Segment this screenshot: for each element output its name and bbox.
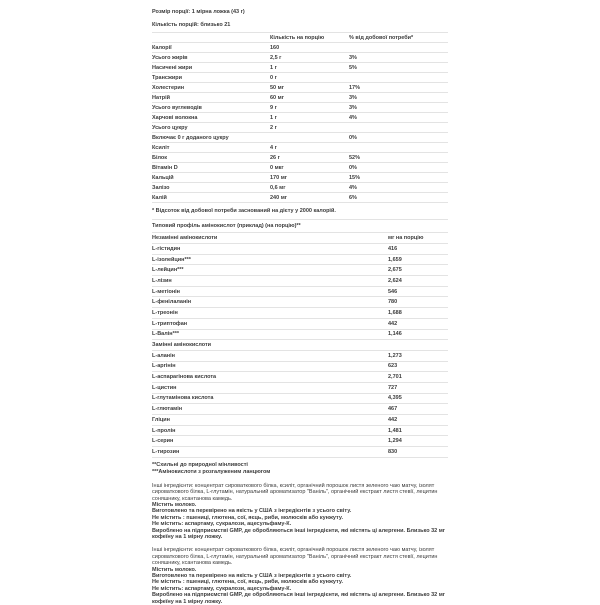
cell-dv: 4% (349, 114, 357, 121)
nonessential-group-label: Замінні амінокислоти (152, 342, 212, 349)
table-row (152, 415, 448, 426)
cell-value: 442 (388, 416, 398, 423)
cell-value: 4,395 (388, 395, 402, 402)
table-row (152, 113, 448, 123)
cell-value: 727 (388, 384, 398, 391)
table-row (152, 372, 448, 383)
cell-value: 2,624 (388, 277, 402, 284)
cell-value: 1,294 (388, 438, 402, 445)
cell-amount: 9 г (270, 104, 277, 111)
amino-acid-table (152, 220, 448, 476)
cell-dv: 5% (349, 64, 357, 71)
ingredients-block-2 (152, 547, 448, 605)
table-row (152, 103, 448, 113)
table-row (152, 73, 448, 83)
amino-essential-rows (152, 244, 448, 340)
mg-per-serving-header: мг на порцію (388, 235, 424, 241)
cell-label: L-цистин (152, 384, 177, 391)
table-row (152, 330, 448, 341)
table-row (152, 351, 448, 362)
cell-dv: 3% (349, 94, 357, 101)
ingredients-block-1 (152, 483, 448, 541)
essential-group-header: Незамінні амінокислоти (152, 235, 218, 241)
cell-value: 1,146 (388, 331, 402, 338)
other-ingredients-text: Інші інгредієнти: концентрат сироваткового білка, ксиліт, органічний порошок листя зеленого чаю матчу, ізолят сироваткового білка, L-глутамін, натуральний ароматизатор "Ваніль", органічний екстракт листя стевії, лецитин соняшнику, ксантанова камедь. (152, 547, 438, 567)
table-row (152, 193, 448, 203)
cell-amount: 160 (270, 44, 280, 51)
cell-label: L-аргінін (152, 363, 176, 370)
cell-value: 1,481 (388, 427, 402, 434)
contains-milk-text: Містить молоко. (152, 501, 197, 508)
cell-dv: 0% (349, 134, 357, 141)
cell-amount: 0,6 мг (270, 184, 286, 191)
nutrition-header-row (152, 32, 448, 43)
cell-amount: 50 мг (270, 84, 285, 91)
cell-label: L-метіонін (152, 288, 180, 295)
table-row (152, 436, 448, 447)
cell-label: L-гістидин (152, 245, 181, 252)
cell-label: Вітамін D (152, 164, 178, 171)
nonessential-group-header (152, 340, 448, 351)
cell-label: Харчові волокна (152, 114, 198, 121)
cell-label: Ксиліт (152, 144, 170, 151)
cell-value: 1,659 (388, 256, 402, 263)
table-row (152, 244, 448, 255)
cell-value: 780 (388, 299, 398, 306)
cell-dv: 17% (349, 84, 361, 91)
cell-value: 546 (388, 288, 398, 295)
cell-label: Калій (152, 194, 167, 201)
cell-amount: 2 г (270, 124, 277, 131)
cell-value: 830 (388, 448, 398, 455)
cell-value: 467 (388, 406, 398, 413)
cell-dv: 4% (349, 184, 357, 191)
sweetener-free-text: Не містить: аспартаму, сукралози, ацесульфаму-К. (152, 585, 292, 592)
cell-label: Натрій (152, 94, 170, 101)
amino-nonessential-rows (152, 351, 448, 458)
amino-header-row (152, 233, 448, 244)
cell-amount: 2,5 г (270, 54, 282, 61)
cell-dv: 3% (349, 54, 357, 61)
cell-label: Залізо (152, 184, 170, 191)
cell-label: L-Валін*** (152, 331, 179, 338)
table-row (152, 183, 448, 193)
cell-amount: 1 г (270, 114, 277, 121)
cell-label: L-лізин (152, 277, 172, 284)
cell-label: Гліцин (152, 416, 170, 423)
cell-label: Усього вуглеводів (152, 104, 202, 111)
dv-footnote: * Відсоток від добової потреби заснований на дієту у 2000 калорій. (152, 203, 448, 220)
cell-amount: 4 г (270, 144, 277, 151)
cell-label: Кальцій (152, 174, 174, 181)
cell-label: L-триптофан (152, 320, 188, 327)
variability-footnote: **Схильні до природної мінливості (152, 461, 248, 468)
servings-count-text: Кількість порцій: близько 21 (152, 21, 231, 28)
cell-label: Усього жирів (152, 54, 188, 61)
cell-value: 1,688 (388, 309, 402, 316)
other-ingredients-text: Інші інгредієнти: концентрат сироваткового білка, ксиліт, органічний порошок листя зеленого чаю матчу, ізолят сироваткового білка, L-глутамін, натуральний ароматизатор "Ваніль", органічний екстракт листя стевії, лецитин соняшнику, ксантанова камедь. (152, 482, 438, 502)
cell-label: Калорії (152, 44, 172, 51)
table-row (152, 362, 448, 373)
supplement-facts-panel (152, 6, 448, 605)
table-row (152, 133, 448, 143)
cell-label: L-лейцин*** (152, 267, 184, 274)
table-row (152, 63, 448, 73)
cell-label: L-ізолейцин*** (152, 256, 191, 263)
table-row (152, 173, 448, 183)
cell-amount: 26 г (270, 154, 280, 161)
serving-size-text: Розмір порції: 1 мірна ложка (43 г) (152, 9, 245, 15)
cell-label: L-тирозин (152, 448, 180, 455)
cell-amount: 1 г (270, 64, 277, 71)
cell-dv: 0% (349, 164, 357, 171)
cell-value: 2,675 (388, 267, 402, 274)
table-row (152, 265, 448, 276)
amino-footnotes (152, 462, 448, 476)
allergen-free-text: Не містить : пшениці, глютена, сої, яєць, риби, молюсків або кунжуту. (152, 514, 343, 521)
table-row (152, 287, 448, 298)
cell-label: L-глютамін (152, 406, 183, 413)
cell-amount: 170 мг (270, 174, 288, 181)
table-row (152, 143, 448, 153)
table-row (152, 276, 448, 287)
cell-label: L-аспарагінова кислота (152, 374, 217, 381)
nutrition-facts-table (152, 32, 448, 220)
cell-amount: 60 мг (270, 94, 285, 101)
table-row (152, 123, 448, 133)
table-row (152, 308, 448, 319)
table-row (152, 153, 448, 163)
made-in-usa-text: Виготовлено та перевірено на якість у США з інгредієнтів з усього світу. (152, 573, 352, 580)
cell-dv: 6% (349, 194, 357, 201)
cell-amount: 0 мкг (270, 164, 284, 171)
cell-amount: 240 мг (270, 194, 288, 201)
table-row (152, 93, 448, 103)
table-row (152, 426, 448, 437)
cell-dv: 52% (349, 154, 361, 161)
serving-header (152, 6, 448, 31)
cell-dv: 15% (349, 174, 361, 181)
cell-label: L-аланін (152, 352, 175, 359)
cell-value: 623 (388, 363, 398, 370)
cell-dv: 3% (349, 104, 357, 111)
contains-milk-text: Містить молоко. (152, 566, 197, 573)
cell-label: L-пролін (152, 427, 176, 434)
table-row (152, 319, 448, 330)
cell-value: 442 (388, 320, 398, 327)
made-in-usa-text: Виготовлено та перевірено на якість у США з інгредієнтів з усього світу. (152, 508, 352, 515)
table-row (152, 255, 448, 266)
col-amount-header: Кількість на порцію (270, 34, 325, 41)
table-row (152, 447, 448, 458)
cell-label: L-глутамінова кислота (152, 395, 214, 402)
table-row (152, 404, 448, 415)
gmp-caffeine-text: Вироблено на підприємстві GMP, де обробляються інші інгредієнти, які містять ці алергени. Близько 32 мг кофеїну на 1 мірну ложку. (152, 592, 446, 605)
cell-label: Білок (152, 154, 168, 161)
table-row (152, 163, 448, 173)
table-row (152, 297, 448, 308)
cell-label: Насичені жири (152, 64, 193, 71)
cell-label: Трансжири (152, 74, 182, 81)
table-row (152, 53, 448, 63)
cell-label: L-серин (152, 438, 174, 445)
cell-amount: 0 г (270, 74, 277, 81)
cell-label: L-треонін (152, 309, 178, 316)
cell-value: 1,273 (388, 352, 402, 359)
cell-label: Усього цукру (152, 124, 188, 131)
bcaa-footnote: ***Амінокислоти з розгалуженим ланцюгом (152, 468, 271, 475)
col-dv-header: % від добової потреби* (349, 34, 414, 41)
table-row (152, 83, 448, 93)
amino-profile-title: Типовий профіль амінокислот (приклад) (на порцію)** (152, 220, 448, 233)
cell-label: Холестерин (152, 84, 185, 91)
cell-value: 416 (388, 245, 398, 252)
table-row (152, 394, 448, 405)
cell-value: 2,701 (388, 374, 402, 381)
allergen-free-text: Не містить : пшениці, глютена, сої, яєць, риби, молюсків або кунжуту. (152, 579, 343, 586)
table-row (152, 43, 448, 53)
sweetener-free-text: Не містить: аспартаму, сукралози, ацесульфаму-К. (152, 521, 292, 528)
table-row (152, 383, 448, 394)
nutrition-rows (152, 43, 448, 203)
gmp-caffeine-text: Вироблено на підприємстві GMP, де обробляються інші інгредієнти, які містять ці алергени. Близько 32 мг кофеїну на 1 мірну ложку. (152, 527, 446, 540)
cell-label: L-фенілаланін (152, 299, 192, 306)
cell-label: Включає 0 г доданого цукру (152, 134, 229, 141)
